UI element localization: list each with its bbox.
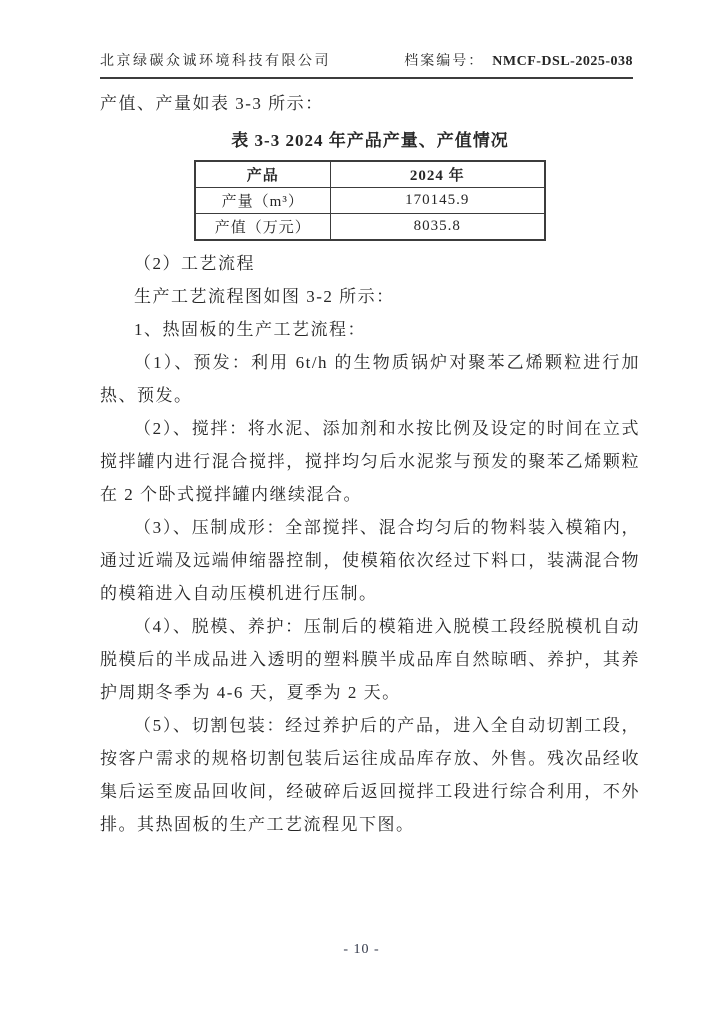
company-name: 北京绿碳众诚环境科技有限公司 [100,54,331,69]
table-header-year: 2024 年 [330,161,545,188]
paragraph-step-prefoaming: （1）、预发：利用 6t/h 的生物质锅炉对聚苯乙烯颗粒进行加热、预发。 [100,353,640,405]
page-header [100,50,633,79]
table-cell-output-value: 170145.9 [330,188,545,214]
document-body [100,87,640,841]
production-table [194,160,546,241]
paragraph-board-process-heading: 1、热固板的生产工艺流程： [134,320,366,339]
paragraph-step-mixing: （2）、搅拌：将水泥、添加剂和水按比例及设定的时间在立式搅拌罐内进行混合搅拌，搅拌均匀后水泥浆与预发的聚苯乙烯颗粒在 2 个卧式搅拌罐内继续混合。 [100,419,640,504]
intro-line: 产值、产量如表 3-3 所示： [100,94,324,113]
archive-number-group [404,50,633,70]
table-cell-value-label: 产值（万元） [195,214,330,241]
paragraph-step-demoulding: （4）、脱模、养护：压制后的模箱进入脱模工段经脱模机自动脱模后的半成品进入透明的塑料膜半成品库自然晾晒、养护，其养护周期冬季为 4-6 天，夏季为 2 天。 [100,617,640,702]
table-header-product: 产品 [195,161,330,188]
table-row [195,188,545,214]
table-header-row [195,161,545,188]
table-title: 表 3-3 2024 年产品产量、产值情况 [231,131,509,150]
archive-number-value: NMCF-DSL-2025-038 [492,54,633,69]
paragraph-process-flow-heading: （2）工艺流程 [134,254,255,273]
table-row [195,214,545,241]
table-cell-value-value: 8035.8 [330,214,545,241]
table-cell-output-label: 产量（m³） [195,188,330,214]
body-paragraphs [100,247,640,841]
archive-number-label: 档案编号： [404,54,485,69]
paragraph-step-cutting-packing: （5）、切割包装：经过养护后的产品，进入全自动切割工段，按客户需求的规格切割包装后运往成品库存放、外售。残次品经收集后运至废品回收间，经破碎后返回搅拌工段进行综合利用，不外排。其热固板的生产工艺流程见下图。 [100,716,640,834]
page-number: - 10 - [343,942,380,957]
paragraph-step-pressing: （3）、压制成形：全部搅拌、混合均匀后的物料装入模箱内，通过近端及远端伸缩器控制，使模箱依次经过下料口，装满混合物的模箱进入自动压模机进行压制。 [100,518,640,603]
paragraph-flow-figure-ref: 生产工艺流程图如图 3-2 所示： [134,287,395,306]
